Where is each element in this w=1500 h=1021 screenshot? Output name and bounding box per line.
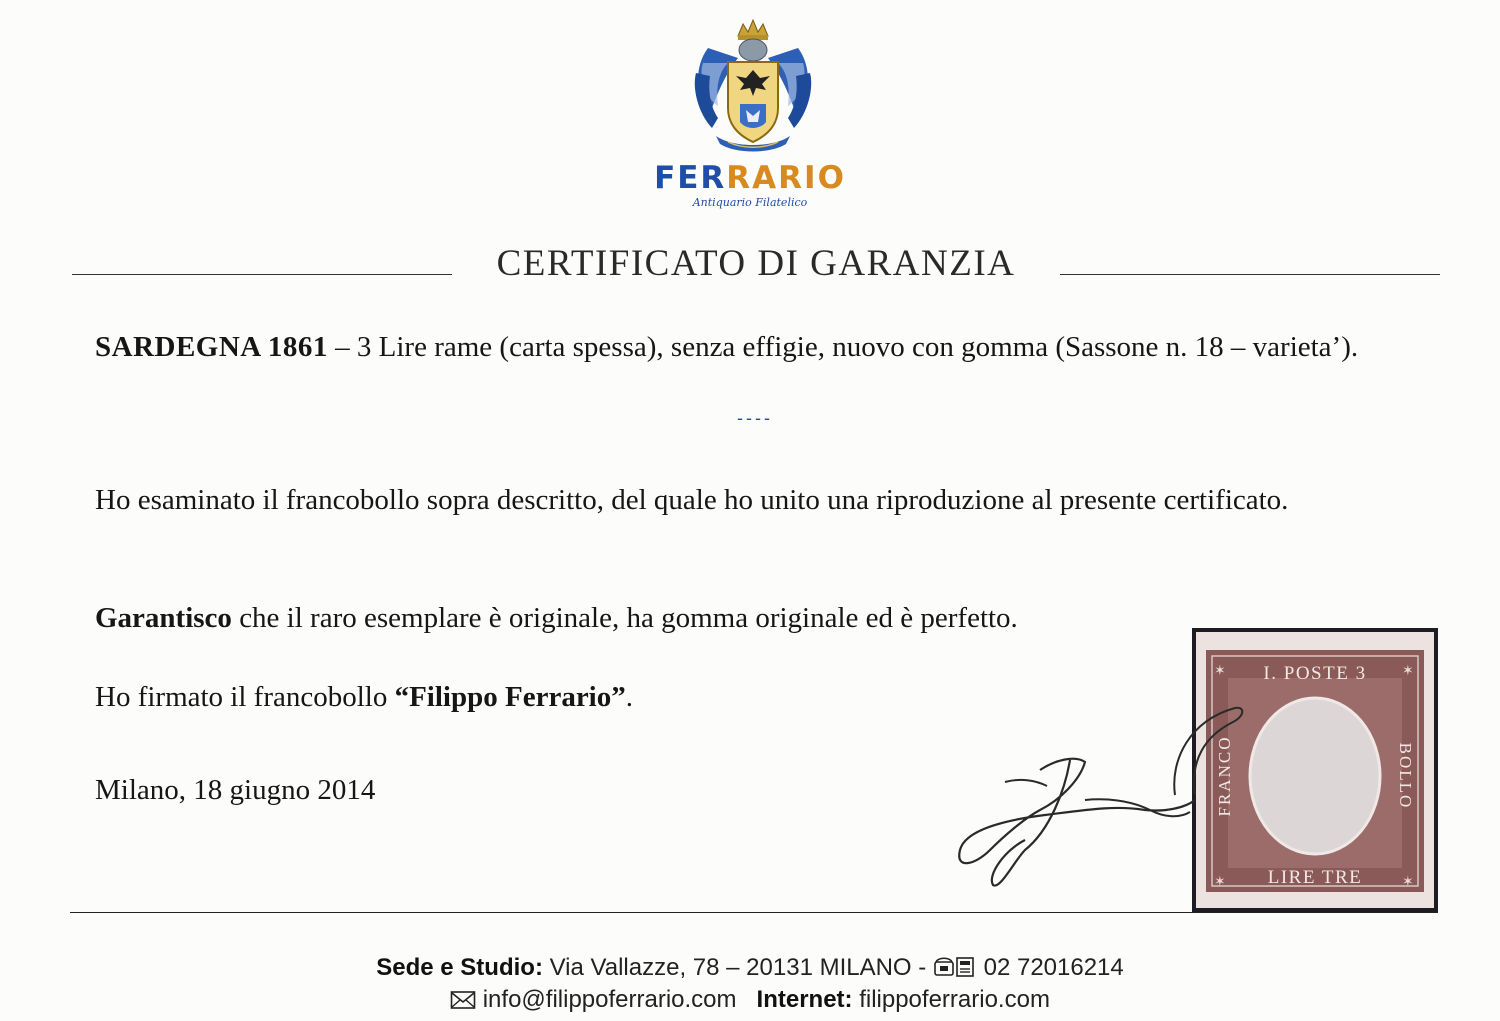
brand-part-2: RARIO xyxy=(726,160,846,196)
brand-part-1: FER xyxy=(654,160,727,196)
phone-fax-icon xyxy=(933,956,977,978)
bottom-rule xyxy=(70,912,1438,913)
brand-tagline: Antiquario Filatelico xyxy=(692,196,808,209)
place-date: Milano, 18 giugno 2014 xyxy=(95,774,376,806)
office-label: Sede e Studio: xyxy=(376,954,543,981)
envelope-icon xyxy=(450,990,476,1010)
svg-text:✶: ✶ xyxy=(1214,663,1226,679)
certificate-title: CERTIFICATO DI GARANZIA xyxy=(496,243,1016,284)
internet-label: Internet: xyxy=(756,986,853,1013)
description-text: – 3 Lire rame (carta spessa), senza effigie, nuovo con gomma (Sassone n. 18 – varieta’). xyxy=(327,331,1359,363)
signed-name: “Filippo Ferrario” xyxy=(394,681,626,713)
signed-suffix: . xyxy=(625,681,633,713)
website-link[interactable]: filippoferrario.com xyxy=(852,986,1050,1013)
examined-paragraph: Ho esaminato il francobollo sopra descritto, del quale ho unito una riproduzione al presente certificato. xyxy=(95,484,1289,516)
phone-number: 02 72016214 xyxy=(976,954,1124,981)
guarantee-text: che il raro esemplare è originale, ha gomma originale ed è perfetto. xyxy=(231,602,1018,634)
title-rule-left xyxy=(72,274,452,275)
title-row xyxy=(72,240,1440,286)
guarantee-lead: Garantisco xyxy=(95,602,232,634)
svg-text:✶: ✶ xyxy=(1402,874,1414,890)
email-address[interactable]: info@filippoferrario.com xyxy=(476,986,737,1013)
signed-prefix: Ho firmato il francobollo xyxy=(95,681,395,713)
stamp-bottom-text: LIRE TRE xyxy=(1267,867,1363,888)
stamp-top-text: I. POSTE 3 xyxy=(1263,663,1367,684)
stamp-right-text: BOLLO xyxy=(1396,742,1415,810)
guarantee-paragraph xyxy=(95,598,1185,638)
footer-address-line xyxy=(0,954,1500,982)
stamp-description xyxy=(95,327,1415,367)
office-address: Via Vallazze, 78 – 20131 MILANO - xyxy=(542,954,933,981)
footer-contact-line xyxy=(0,986,1500,1014)
coat-of-arms-icon xyxy=(688,18,818,158)
svg-text:✶: ✶ xyxy=(1402,663,1414,679)
handwritten-signature xyxy=(945,700,1255,900)
stamp-left-text: FRANCO xyxy=(1215,735,1234,817)
brand-logo xyxy=(600,160,900,196)
title-rule-right xyxy=(1060,274,1440,275)
separator: ---- xyxy=(737,408,773,428)
description-lead: SARDEGNA 1861 xyxy=(95,331,328,363)
svg-text:✶: ✶ xyxy=(1214,874,1226,890)
